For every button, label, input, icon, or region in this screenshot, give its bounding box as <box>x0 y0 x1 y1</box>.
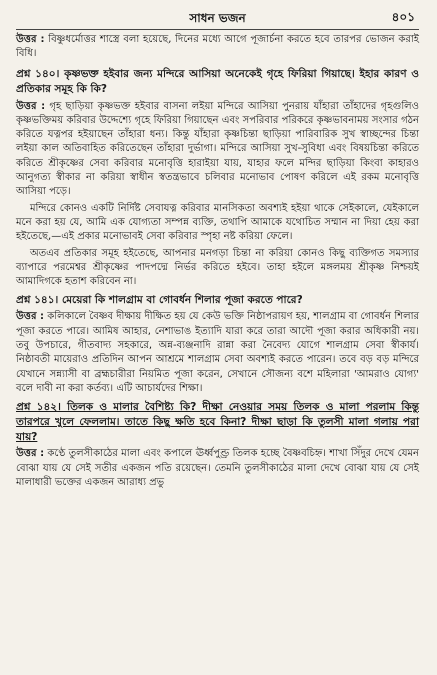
answer-label: উত্তর : <box>16 448 45 460</box>
answer-text: কণ্ঠে তুলসীকাঠের মালা এবং কপালে ঊর্ধ্বপুণ্ড্র তিলক হচ্ছে বৈষ্ণবচিহ্ন। শাখা সিঁদুর দেখে যেমন বোঝা যায় যে সেই সতীর একজন পতি রয়েছেন। তেমনি তুলসীকাঠের মালা দেখে বোঝা যায় যে সেই মালাধারী ভক্তের একজন আরাধ্য প্রভু <box>16 448 419 488</box>
answer-paragraph <box>16 100 419 200</box>
page-header <box>16 6 419 28</box>
question-heading: প্রশ্ন ১৪০। কৃষ্ণভক্ত হইবার জন্য মন্দিরে আসিয়া অনেকেই গৃহে ফিরিয়া গিয়াছে। ইহার কারণ ও প্রতিকার সমূহ কি কি? <box>16 67 419 95</box>
question-heading: প্রশ্ন ১৪১। মেয়েরা কি শালগ্রাম বা গোবর্ধন শিলার পূজা করতে পারে? <box>16 294 303 307</box>
body-paragraph: মন্দিরে কোনও একটি নির্দিষ্ট সেবাযত্ন করিবার মানসিকতা অবশ্যই হইয়া থাকে সেইকালে, যেইকালে মনে করা হয় যে, আমি এক যোগ্যতা সম্পন্ন ব্যক্তি, তথাপি আমাকে যথোচিত সম্মান না দিয়া হেয় করা হইতেছে,—এই প্রকার মনোভাবই সেবা করিবার স্পৃহা নষ্ট করিয়া ফেলে। <box>16 202 419 243</box>
answer-text: কলিকালে বৈষ্ণব দীক্ষায় দীক্ষিত হয় যে কেউ ভক্তি নিষ্ঠাপরায়ণ হয়, শালগ্রাম বা গোবর্ধন শিলার পূজা করতে পারে। আমিষ আহার, নেশাভাঙ ইত্যাদি যারা করে তারা আদৌ পূজা করার অধিকারী নয়। তবু উপচারে, গীতবাদ্য সহকারে, অন্ন-ব্যঞ্জনাদি রান্না করা নৈবেদ্য যোগে শালগ্রাম সেবা স্বীকার্য। নিষ্ঠাবতী মায়েরাও প্রতিদিন আপন আশ্রমে শালগ্রাম সেবা অবশ্যই করতে পারেন। তবে বড় বড় মন্দিরে যেখানে সন্ন্যাসী বা ব্রহ্মচারীরা নিয়মিত পূজা করেন, সেখানে সৌজন্য বশে মহিলারা 'আমরাও যোগ্য' বলে দাবী না করা কর্তব্য। এটি আচার্যদের শিক্ষা। <box>16 311 419 394</box>
answer-label: উত্তর : <box>16 311 44 323</box>
answer-paragraph <box>16 447 419 490</box>
answer-paragraph <box>16 310 419 396</box>
body-paragraph: অতএব প্রতিকার সমূহ হইতেছে, আপনার মনগড়া চিন্তা না করিয়া কোনও কিছু ব্যক্তিগত সমস্যার ব্যাপারে পরমেশ্বর শ্রীকৃষ্ণের পাদপদ্মে নির্ভর করিতে হইবে। তাহা হইলে মঙ্গলময় শ্রীকৃষ্ণ নিশ্চয়ই আমাদিগকে হতাশ করিবেন না। <box>16 247 419 288</box>
answer-label: উত্তর : <box>16 34 45 45</box>
question-heading-underlined: প্রশ্ন ১৪২। তিলক ও মালার বৈশিষ্ট্য কি? দীক্ষা নেওয়ার সময় তিলক ও মালা পরলাম কিন্তু তারপরে খুলে ফেললাম। তাতে কিছু ক্ষতি হবে কিনা? দীক্ষা ছাড়া কি তুলসী মালা গলায় পরা যায়? <box>16 401 419 444</box>
answer-paragraph <box>16 33 419 62</box>
answer-text: গৃহ ছাড়িয়া কৃষ্ণভক্ত হইবার বাসনা লইয়া মন্দিরে আসিয়া পুনরায় যাঁহারা তাঁহাদের গৃহগুলিও কৃষ্ণভক্তিময় করিবার উদ্দেশ্যে গৃহে ফিরিয়া গিয়াছেন এবং সপরিবার পরিকরে কৃষ্ণভাবনাময় সংসার গঠন করিতে যত্নপর হইয়াছেন তাঁহারা ধন্য। কিন্তু যাঁহারা কৃষ্ণচিন্তা ছাড়িয়া পারিবারিক সুখ স্বাচ্ছন্দের চিন্তা লইয়া কাল অতিবাহিত করিতেছেন তাঁহারা দুর্ভাগা। মন্দিরে আসিয়া সুখ-সুবিধা এবং বিষয়চিন্তা করিতে করিতে শ্রীকৃষ্ণের সেবা করিবার মনোবৃত্তি হারাইয়া যায়, যাহার ফলে মন্দির ছাড়িয়া কিংবা কাহারও আনুগত্য স্বীকার না করিয়া স্বাধীন স্বতন্ত্রভাবে চলিবার মনোভাব পোষণ করিলে এই রকম মনোবৃত্তি আসিয়া পড়ে। <box>16 100 419 198</box>
page-number: ৪০১ <box>391 10 415 24</box>
answer-label: উত্তর : <box>16 100 46 112</box>
running-title: সাধন ভজন <box>189 11 246 25</box>
answer-text: বিষ্ণুধর্মোত্তর শাস্ত্রে বলা হয়েছে, দিনের মধ্যে আগে পূজার্চনা করতে হবে তারপর ভোজন করাই বিধি। <box>16 34 419 60</box>
